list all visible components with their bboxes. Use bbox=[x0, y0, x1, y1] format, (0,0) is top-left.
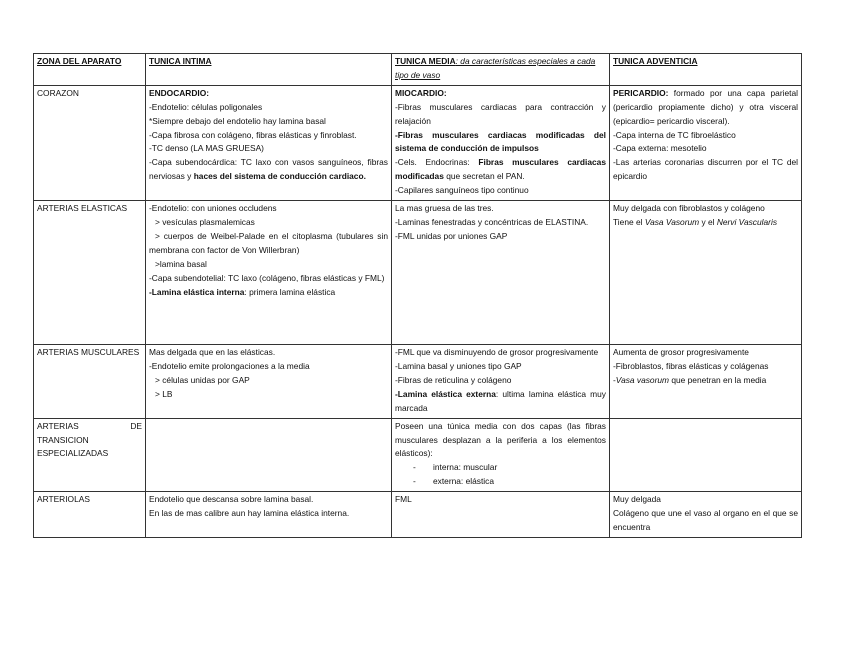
header-intima: TUNICA INTIMA bbox=[146, 54, 392, 86]
cell-intima-corazon: ENDOCARDIO: -Endotelio: células poligonales *Siempre debajo del endotelio hay lamina basal -Capa fibrosa con colágeno, fibras elásticas y finroblast. -TC denso (LA MAS GRUESA) -Capa subendocárdica: TC laxo con vasos sanguíneos, fibras nerviosas y haces del sistema de conducción cardiaco. bbox=[146, 85, 392, 200]
cell-zona-corazon: CORAZON bbox=[34, 85, 146, 200]
cell-zona-elasticas: ARTERIAS ELASTICAS bbox=[34, 201, 146, 345]
cell-intima-elasticas: -Endotelio: con uniones occludens > vesículas plasmalemicas > cuerpos de Weibel-Palade en el citoplasma (tubulares sin membrana con factor de Von Willerbran) >lamina basal -Capa subendotelial: TC laxo (colágeno, fibras elásticas y FML) -Lamina elástica interna: primera lamina elástica bbox=[146, 201, 392, 345]
cell-media-transicion: Poseen una túnica media con dos capas (las fibras musculares desplazan a la periferia a los elementos elásticos): - interna: muscular - externa: elástica bbox=[392, 418, 610, 492]
cell-adventicia-arteriolas: Muy delgada Colágeno que une el vaso al organo en el que se encuentra bbox=[610, 492, 802, 538]
table-row-musculares bbox=[34, 345, 802, 419]
cell-adventicia-transicion bbox=[610, 418, 802, 492]
cell-adventicia-corazon: PERICARDIO: formado por una capa parietal (pericardio propiamente dicho) y otra visceral (epicardio= pericardio visceral). -Capa interna de TC fibroelástico -Capa externa: mesotelio -Las arterias coronarias discurren por el TC del epicardio bbox=[610, 85, 802, 200]
cell-media-arteriolas: FML bbox=[392, 492, 610, 538]
header-media: TUNICA MEDIA: da características especiales a cada tipo de vaso bbox=[392, 54, 610, 86]
cell-media-musculares: -FML que va disminuyendo de grosor progresivamente -Lamina basal y uniones tipo GAP -Fibras de reticulina y colágeno -Lamina elástica externa: ultima lamina elástica muy marcada bbox=[392, 345, 610, 419]
table-header-row bbox=[34, 54, 802, 86]
header-adventicia: TUNICA ADVENTICIA bbox=[610, 54, 802, 86]
cell-zona-transicion: ARTERIAS DE TRANSICION ESPECIALIZADAS bbox=[34, 418, 146, 492]
table-row-elasticas bbox=[34, 201, 802, 345]
table-row-transicion bbox=[34, 418, 802, 492]
header-zona: ZONA DEL APARATO bbox=[34, 54, 146, 86]
cell-media-corazon: MIOCARDIO: -Fibras musculares cardiacas para contracción y relajación -Fibras musculares cardiacas modificadas del sistema de conducción de impulsos -Cels. Endocrinas: Fibras musculares cardiacas modificadas que secretan el PAN. -Capilares sanguíneos tipo continuo bbox=[392, 85, 610, 200]
cell-zona-musculares: ARTERIAS MUSCULARES bbox=[34, 345, 146, 419]
vessel-layers-table bbox=[33, 53, 802, 538]
cell-adventicia-elasticas: Muy delgada con fibroblastos y colágeno Tiene el Vasa Vasorum y el Nervi Vascularis bbox=[610, 201, 802, 345]
cell-adventicia-musculares: Aumenta de grosor progresivamente -Fibroblastos, fibras elásticas y colágenas -Vasa vasorum que penetran en la media bbox=[610, 345, 802, 419]
cell-intima-musculares: Mas delgada que en las elásticas. -Endotelio emite prolongaciones a la media > células unidas por GAP > LB bbox=[146, 345, 392, 419]
table-row-arteriolas bbox=[34, 492, 802, 538]
cell-intima-transicion bbox=[146, 418, 392, 492]
cell-media-elasticas: La mas gruesa de las tres. -Laminas fenestradas y concéntricas de ELASTINA. -FML unidas por uniones GAP bbox=[392, 201, 610, 345]
table-row-corazon bbox=[34, 85, 802, 200]
cell-intima-arteriolas: Endotelio que descansa sobre lamina basal. En las de mas calibre aun hay lamina elástica interna. bbox=[146, 492, 392, 538]
cell-zona-arteriolas: ARTERIOLAS bbox=[34, 492, 146, 538]
